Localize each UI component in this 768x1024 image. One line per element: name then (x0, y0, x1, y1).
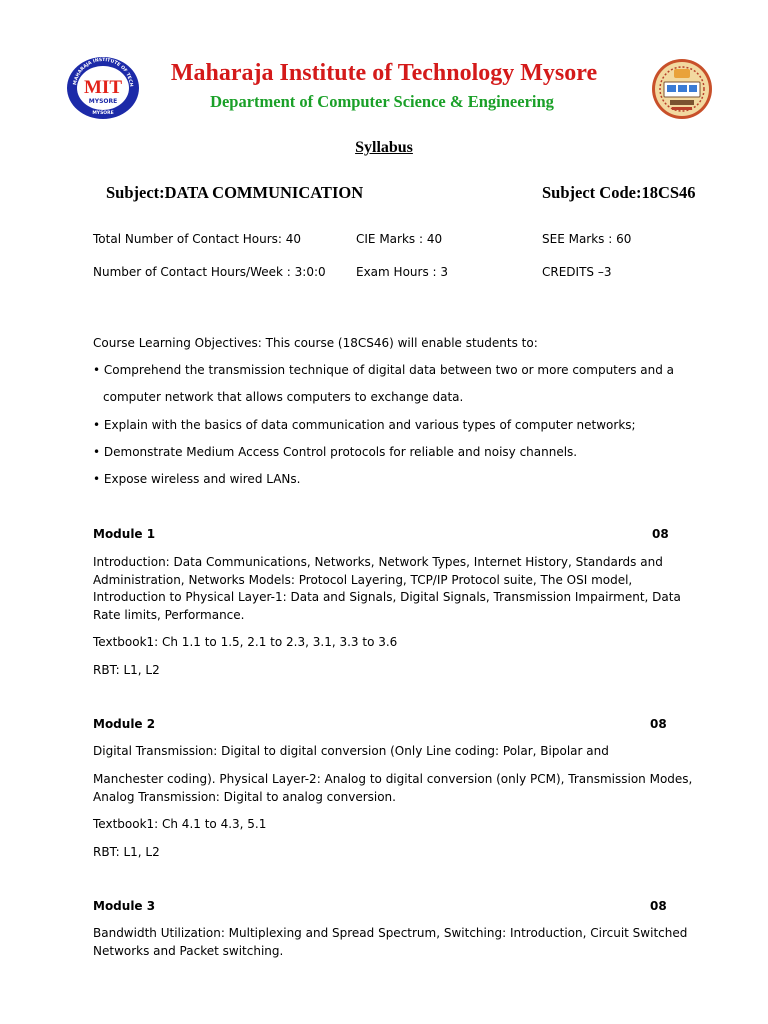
module-3-content: Networks and Packet switching. (93, 944, 284, 958)
document-title: Syllabus (355, 139, 413, 156)
objective-item: computer network that allows computers to exchange data. (103, 390, 464, 404)
subject-code: Subject Code:18CS46 (542, 183, 696, 202)
module-1-content: Administration, Networks Models: Protocol Layering, TCP/IP Protocol suite, The OSI model, (93, 572, 633, 587)
module-3-content: Bandwidth Utilization: Multiplexing and Spread Spectrum, Switching: Introduction, Circuit Switched (93, 926, 688, 940)
module-3-title: Module 3 (93, 899, 156, 913)
objective-item: • Comprehend the transmission technique of digital data between two or more computers and a (93, 363, 675, 377)
module-1-content: Introduction to Physical Layer-1: Data and Signals, Digital Signals, Transmission Impairment, Data (93, 590, 681, 604)
credits: CREDITS –3 (542, 265, 612, 279)
objective-item: • Expose wireless and wired LANs. (93, 472, 301, 486)
module-1-textbook: Textbook1: Ch 1.1 to 1.5, 2.1 to 2.3, 3.1, 3.3 to 3.6 (93, 635, 398, 649)
institution-name: Maharaja Institute of Technology Mysore (170, 60, 598, 86)
module-1-title: Module 1 (93, 527, 156, 541)
module-1-content: Introduction: Data Communications, Networks, Network Types, Internet History, Standards and (93, 555, 663, 569)
logo-city-ring: MYSORE (92, 111, 114, 116)
module-2-title: Module 2 (93, 717, 156, 731)
hours-per-week: Number of Contact Hours/Week : 3:0:0 (93, 265, 326, 279)
emblem-logo (650, 58, 714, 120)
exam-hours: Exam Hours : 3 (356, 265, 449, 279)
objective-item: • Demonstrate Medium Access Control protocols for reliable and noisy channels. (93, 445, 578, 459)
subject-name: Subject:DATA COMMUNICATION (106, 183, 364, 202)
module-2-content: Manchester coding). Physical Layer-2: Analog to digital conversion (only PCM), Transmission Modes, (93, 772, 693, 786)
objective-item: • Explain with the basics of data communication and various types of computer networks; (93, 418, 636, 432)
objectives-intro: Course Learning Objectives: This course (18CS46) will enable students to: (93, 336, 538, 350)
logo-mark: MIT (84, 77, 122, 98)
module-2-textbook: Textbook1: Ch 4.1 to 4.3, 5.1 (93, 817, 267, 831)
module-2-rbt: RBT: L1, L2 (93, 845, 160, 859)
module-2-content: Digital Transmission: Digital to digital conversion (Only Line coding: Polar, Bipolar and (93, 744, 609, 758)
logo-ring-text: MAHARAJA INSTITUTE OF TECH (73, 57, 134, 88)
module-2-content: Analog Transmission: Digital to analog conversion. (93, 790, 396, 804)
module-2-hours: 08 (650, 717, 667, 731)
logo-city: MYSORE (88, 98, 118, 105)
module-1-rbt: RBT: L1, L2 (93, 663, 160, 677)
module-1-content: Rate limits, Performance. (93, 607, 245, 622)
cie-marks: CIE Marks : 40 (356, 232, 443, 246)
module-3-hours: 08 (650, 899, 667, 913)
contact-hours: Total Number of Contact Hours: 40 (93, 232, 302, 246)
module-1-hours: 08 (652, 527, 669, 541)
see-marks: SEE Marks : 60 (542, 232, 632, 246)
department-name: Department of Computer Science & Engineering (210, 92, 554, 111)
